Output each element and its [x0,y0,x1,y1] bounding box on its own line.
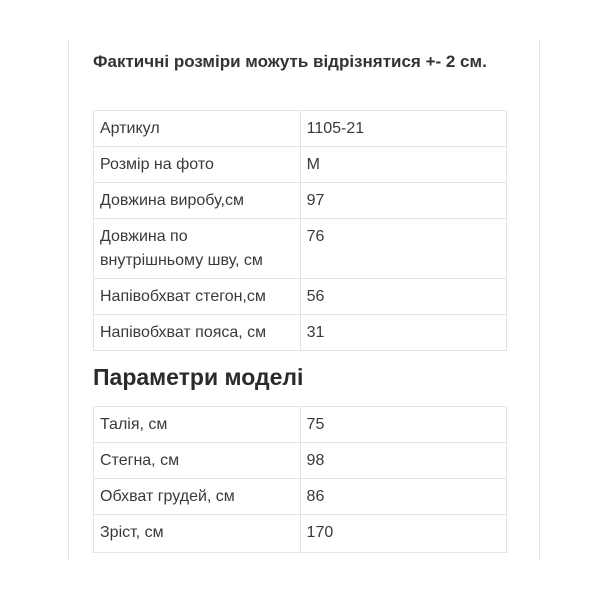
row-value: M [300,147,506,183]
row-value: 76 [300,219,506,279]
row-label: Довжина по внутрішньому шву, см [94,219,301,279]
row-value: 98 [300,443,506,479]
row-label: Талія, см [94,407,301,443]
row-value: 31 [300,315,506,351]
table-row [94,147,507,183]
model-params-heading: Параметри моделі [93,364,304,390]
table-row [94,479,507,515]
table-row [94,279,507,315]
row-label: Напівобхват стегон,см [94,279,301,315]
row-value: 1105-21 [300,111,506,147]
row-label: Напівобхват пояса, см [94,315,301,351]
table-row [94,111,507,147]
table-row [94,443,507,479]
size-disclaimer: Фактичні розміри можуть відрізнятися +- 2 см. [93,52,487,71]
size-table [93,110,507,351]
row-label: Стегна, см [94,443,301,479]
row-label: Обхват грудей, см [94,479,301,515]
table-row [94,219,507,279]
table-row [94,515,507,553]
row-value: 75 [300,407,506,443]
model-params-table [93,406,507,553]
table-row [94,183,507,219]
row-value: 170 [300,515,506,553]
row-label: Розмір на фото [94,147,301,183]
row-value: 56 [300,279,506,315]
row-label: Зріст, см [94,515,301,553]
row-value: 97 [300,183,506,219]
row-label: Артикул [94,111,301,147]
table-row [94,315,507,351]
row-value: 86 [300,479,506,515]
table-row [94,407,507,443]
row-label: Довжина виробу,см [94,183,301,219]
